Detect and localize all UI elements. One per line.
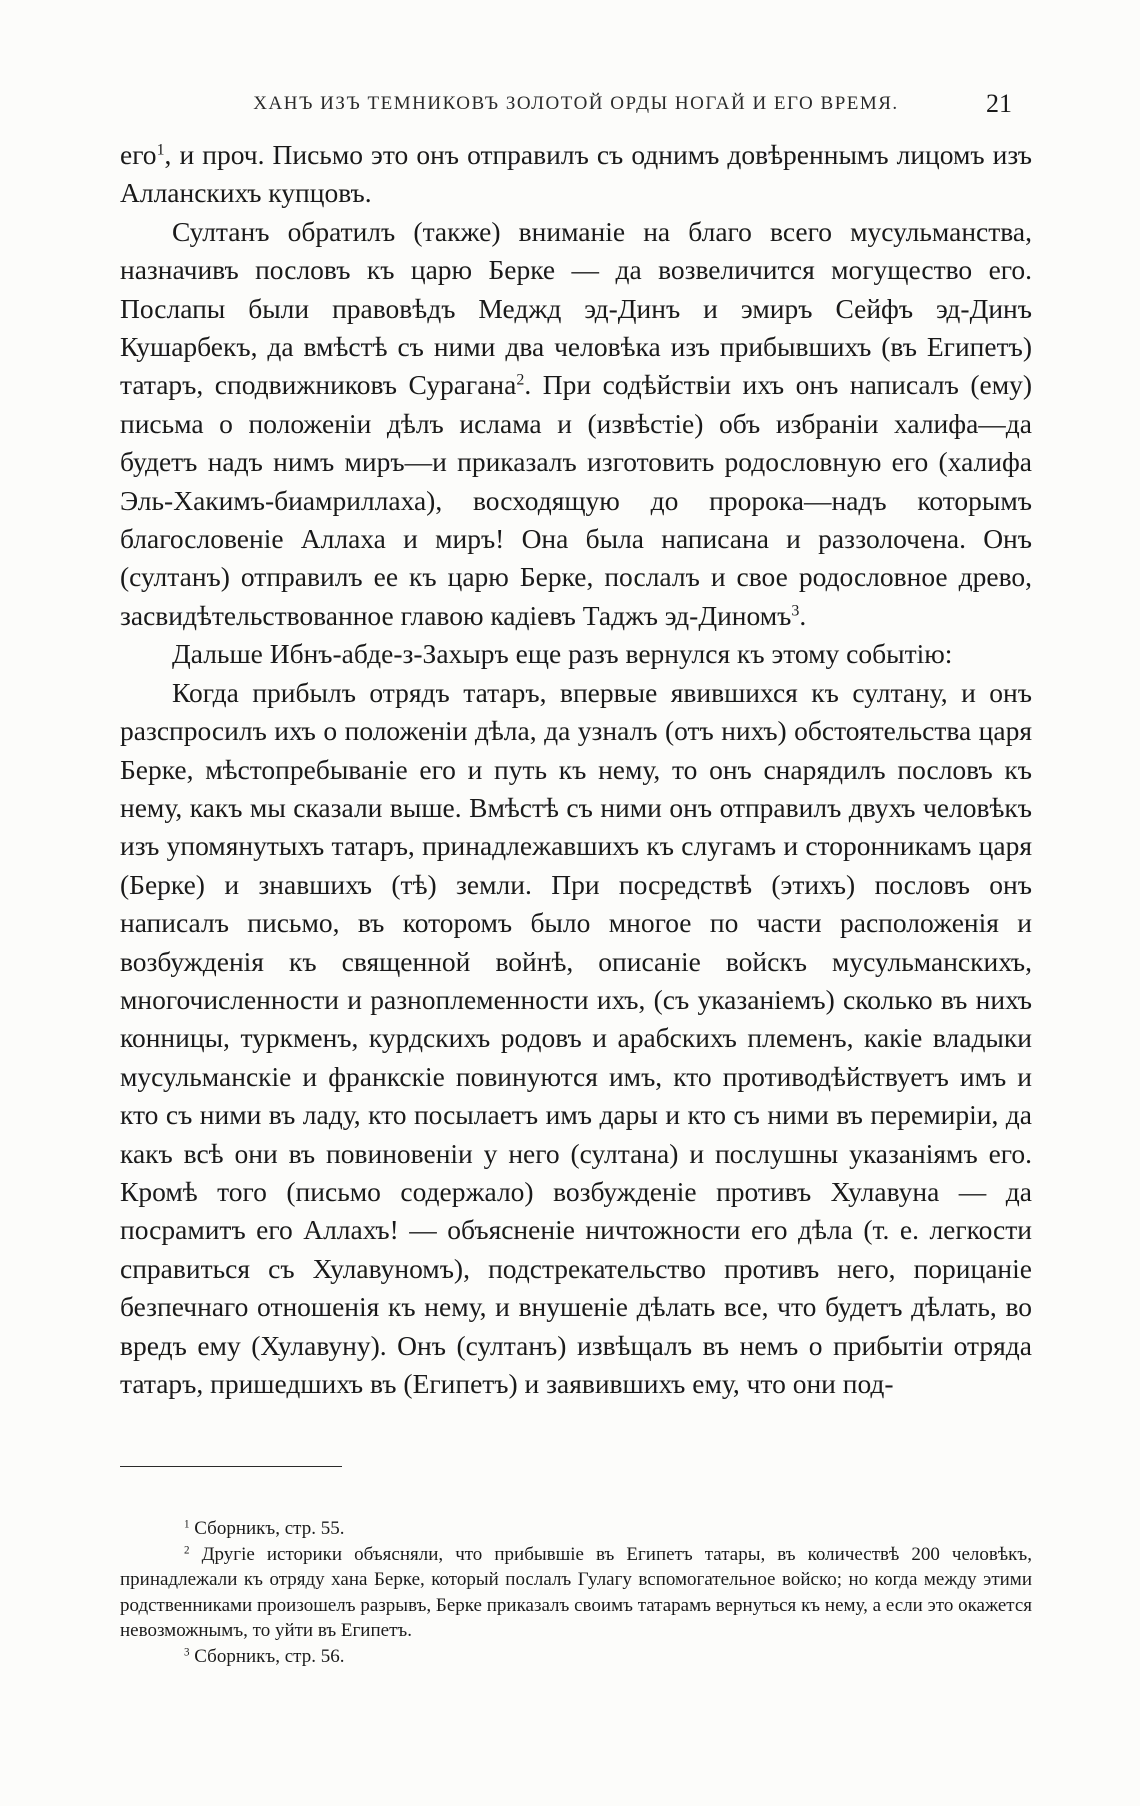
- footnote-ref-1: 1: [156, 141, 165, 159]
- footnote-3: [120, 1644, 1032, 1670]
- footnote-2-mark: 2: [184, 1543, 190, 1556]
- footnote-ref-2: 2: [516, 371, 525, 389]
- footnote-separator: [120, 1466, 342, 1467]
- paragraph-3: Дальше Ибнъ-абде-з-Захыръ еще разъ вернулся къ этому событію:: [172, 638, 953, 670]
- footnote-ref-3: 3: [791, 602, 800, 620]
- paragraph-2-text-start: Султанъ обратилъ (также) вниманіе на благо всего мусульманства, назначивъ пословъ къ царю Берке — да возвеличится могущество его. Послапы были правовѣдъ Меджд эд-Динъ и эмиръ Сейфъ эд-Динъ Кушарбекъ, да вмѣстѣ съ ними два человѣка изъ прибывшихъ (въ Египетъ) татаръ, сподвижниковъ Сурагана: [120, 215, 1032, 401]
- paragraph-1: [120, 136, 1032, 213]
- page-number: 21: [986, 89, 1012, 118]
- running-head: [118, 84, 1034, 124]
- paragraph-1-text-start: его: [120, 139, 157, 170]
- footnote-2: [120, 1542, 1032, 1644]
- running-title: ХАНЪ ИЗЪ ТЕМНИКОВЪ ЗОЛОТОЙ ОРДЫ НОГАЙ И ЕГО ВРЕМЯ.: [253, 93, 899, 114]
- footnote-3-text: Сборникъ, стр. 56.: [194, 1645, 345, 1667]
- footnote-1-text: Сборникъ, стр. 55.: [194, 1518, 345, 1539]
- paragraph-2: [120, 213, 1032, 635]
- paragraph-1-text-end: , и проч. Письмо это онъ отправилъ съ однимъ довѣреннымъ лицомъ изъ Алланскихъ купцовъ.: [120, 139, 1032, 209]
- footnote-3-mark: 3: [184, 1645, 190, 1658]
- paragraph-2-text-middle: . При содѣйствіи ихъ онъ написалъ (ему) письма о положеніи дѣлъ ислама и (извѣстіе) объ избраніи халифа—да будетъ надъ нимъ миръ—и приказалъ изготовить родословную его (халифа Эль-Хакимъ-биамриллаха), восходящую до пророка—надъ которымъ благословеніе Аллаха и миръ! Она была написана и раззолочена. Онъ (султанъ) отправилъ ее къ царю Берке, послалъ и свое родословное древо, засвидѣтельствованное главою кадіевъ Таджъ эд-Диномъ: [120, 369, 1033, 631]
- footnote-1-mark: 1: [184, 1518, 190, 1531]
- footnote-2-text: Другіе историки объясняли, что прибывшіе въ Египетъ татары, въ количествѣ 200 человѣкъ, принадлежали къ отряду хана Берке, который послалъ Гулагу вспомогательное войско; но когда между этими родственниками произошелъ разрывъ, Берке приказалъ своимъ татарамъ вернуться къ нему, а если это окажется невозможнымъ, то уйти въ Египетъ.: [120, 1543, 1032, 1641]
- body-text: [120, 136, 1032, 1403]
- footnotes: [120, 1516, 1032, 1669]
- paragraph-4: Когда прибылъ отрядъ татаръ, впервые явившихся къ султану, и онъ разспросилъ ихъ о положеніи дѣла, да узналъ (отъ нихъ) обстоятельства царя Берке, мѣстопребываніе его и путь къ нему, то онъ снарядилъ пословъ къ нему, какъ мы сказали выше. Вмѣстѣ съ ними онъ отправилъ двухъ человѣкъ изъ упомянутыхъ татаръ, принадлежавшихъ къ слугамъ и сторонникамъ царя (Берке) и знавшихъ (тѣ) земли. При посредствѣ (этихъ) пословъ онъ написалъ письмо, въ которомъ было многое по части расположенія и возбужденія къ священной войнѣ, описаніе войскъ мусульманскихъ, многочисленности и разноплеменности ихъ, (съ указаніемъ) сколько въ нихъ конницы, туркменъ, курдскихъ родовъ и арабскихъ племенъ, какіе владыки мусульманскіе и франкскіе повинуются имъ, кто противодѣйствуетъ имъ и кто съ ними въ ладу, кто посылаетъ имъ дары и кто съ ними въ перемиріи, да какъ всѣ они въ повиновеніи у него (султана) и послушны указаніямъ его. Кромѣ того (письмо содержало) возбужденіе противъ Хулавуна — да посрамитъ его Аллахъ! — объясненіе ничтожности его дѣла (т. е. легкости справиться съ Хулавуномъ), подстрекательство противъ него, порицаніе безпечнаго отношенія къ нему, и внушеніе дѣлать все, что будетъ дѣлать, во вредъ ему (Хулавуну). Онъ (султанъ) извѣщалъ въ немъ о прибытіи отряда татаръ, пришедшихъ въ (Египетъ) и заявившихъ ему, что они под-: [120, 676, 1032, 1399]
- footnote-1: [120, 1516, 1032, 1542]
- paragraph-2-text-end: .: [799, 599, 807, 631]
